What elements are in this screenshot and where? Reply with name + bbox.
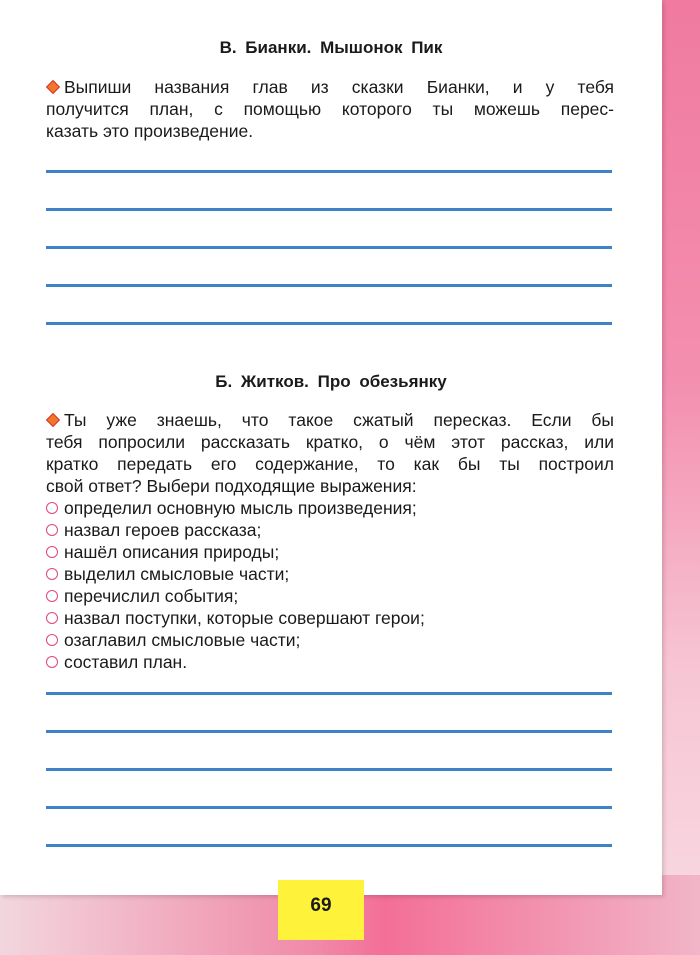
instruction-zhitkov bbox=[46, 409, 614, 497]
option-item[interactable]: перечислил события; bbox=[46, 585, 626, 607]
option-item[interactable]: назвал героев рассказа; bbox=[46, 519, 626, 541]
answer-line[interactable] bbox=[46, 246, 612, 249]
task-bullet-icon bbox=[46, 413, 60, 427]
answer-line[interactable] bbox=[46, 730, 612, 733]
answer-line[interactable] bbox=[46, 322, 612, 325]
checkbox-circle-icon[interactable] bbox=[46, 656, 58, 668]
task-bullet-icon bbox=[46, 80, 60, 94]
checkbox-circle-icon[interactable] bbox=[46, 524, 58, 536]
checkbox-circle-icon[interactable] bbox=[46, 590, 58, 602]
instruction-line: кратко передать его содержание, то как бы ты построил bbox=[46, 454, 614, 474]
answer-line[interactable] bbox=[46, 208, 612, 211]
section-title-bianki: В. Бианки. Мышонок Пик bbox=[219, 38, 443, 57]
checkbox-circle-icon[interactable] bbox=[46, 634, 58, 646]
instruction-line: казать это произведение. bbox=[46, 121, 254, 141]
option-item[interactable]: озаглавил смысловые части; bbox=[46, 629, 626, 651]
answer-line[interactable] bbox=[46, 844, 612, 847]
checkbox-circle-icon[interactable] bbox=[46, 612, 58, 624]
answer-line[interactable] bbox=[46, 806, 612, 809]
checkbox-circle-icon[interactable] bbox=[46, 502, 58, 514]
answer-line[interactable] bbox=[46, 768, 612, 771]
instruction-line: свой ответ? Выбери подходящие выражения: bbox=[46, 476, 417, 496]
instruction-line: Ты уже знаешь, что такое сжатый пересказ. Если бы bbox=[46, 409, 614, 431]
checkbox-circle-icon[interactable] bbox=[46, 568, 58, 580]
answer-line[interactable] bbox=[46, 284, 612, 287]
instruction-line: получится план, с помощью которого ты можешь перес- bbox=[46, 99, 614, 119]
option-item[interactable]: нашёл описания природы; bbox=[46, 541, 626, 563]
option-item[interactable]: составил план. bbox=[46, 651, 626, 673]
page-number: 69 bbox=[278, 880, 364, 940]
options-list bbox=[46, 497, 626, 673]
section-title-zhitkov: Б. Житков. Про обезьянку bbox=[215, 372, 447, 391]
option-item[interactable]: выделил смысловые части; bbox=[46, 563, 626, 585]
instruction-bianki bbox=[46, 76, 614, 142]
checkbox-circle-icon[interactable] bbox=[46, 546, 58, 558]
answer-line[interactable] bbox=[46, 692, 612, 695]
answer-line[interactable] bbox=[46, 170, 612, 173]
instruction-line: Выпиши названия глав из сказки Бианки, и у тебя bbox=[46, 76, 614, 98]
instruction-line: тебя попросили рассказать кратко, о чём этот рассказ, или bbox=[46, 432, 614, 452]
option-item[interactable]: определил основную мысль произведения; bbox=[46, 497, 626, 519]
option-item[interactable]: назвал поступки, которые совершают герои; bbox=[46, 607, 626, 629]
